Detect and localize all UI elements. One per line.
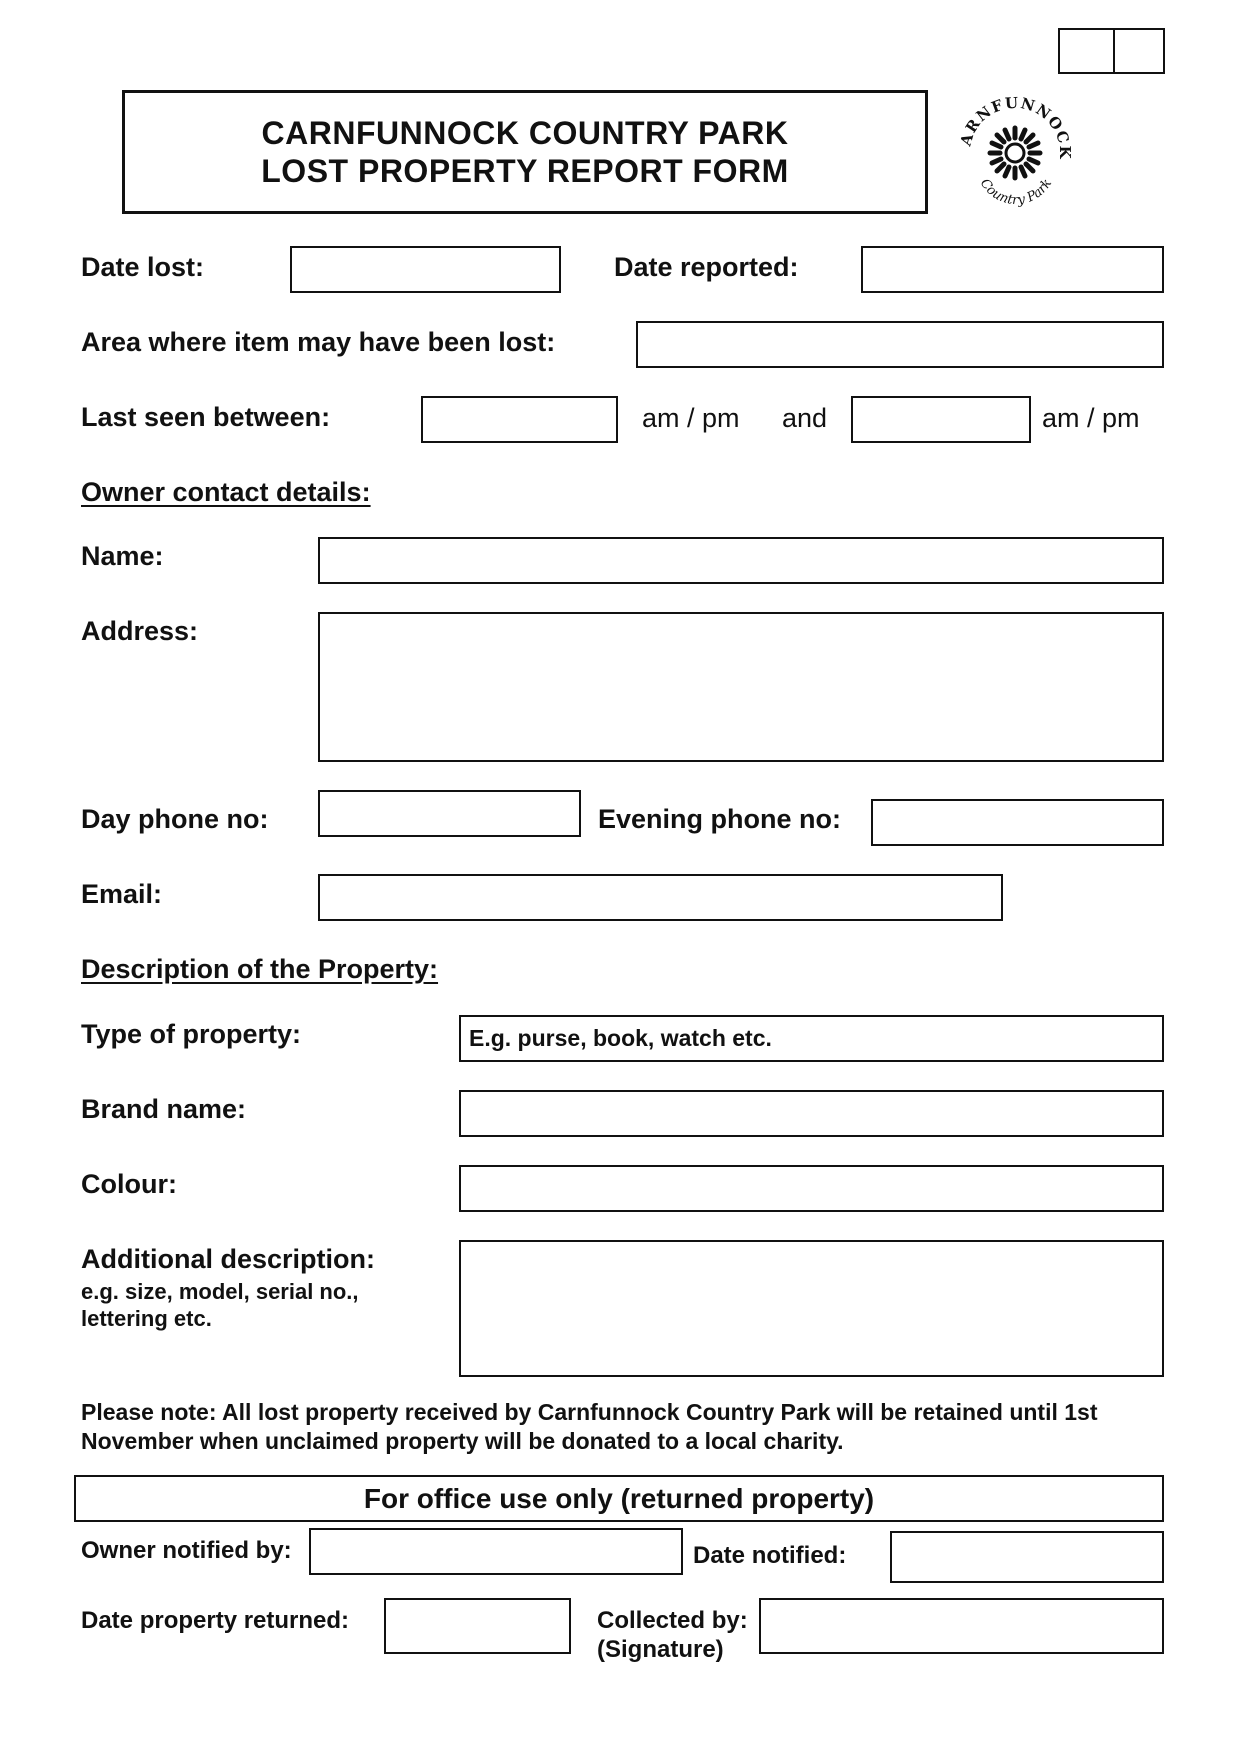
owner-notified-by-field[interactable] — [309, 1528, 683, 1575]
type-of-property-hint: E.g. purse, book, watch etc. — [469, 1025, 772, 1051]
date-reported-field[interactable] — [861, 246, 1164, 293]
area-lost-field[interactable] — [636, 321, 1164, 368]
additional-description-field[interactable] — [459, 1240, 1164, 1377]
last-seen-to-field[interactable] — [851, 396, 1031, 443]
last-seen-from-ampm: am / pm — [642, 403, 740, 433]
colour-label: Colour: — [81, 1169, 177, 1199]
last-seen-and: and — [782, 403, 828, 433]
date-notified-label: Date notified: — [693, 1542, 847, 1569]
additional-description-label: Additional description: — [81, 1244, 375, 1274]
page-number-box-1[interactable] — [1058, 28, 1115, 74]
email-field[interactable] — [318, 874, 1003, 921]
collected-by-signature-label: (Signature) — [597, 1636, 724, 1663]
day-phone-label: Day phone no: — [81, 804, 269, 834]
date-lost-label: Date lost: — [81, 252, 205, 282]
page-number-box-2[interactable] — [1113, 28, 1165, 74]
date-reported-label: Date reported: — [614, 252, 799, 282]
address-label: Address: — [81, 616, 199, 646]
sunflower-icon — [952, 90, 1078, 216]
svg-text:Country Park — [977, 176, 1055, 208]
evening-phone-field[interactable] — [871, 799, 1164, 846]
logo-top-text: ARNFUNNOCK — [956, 93, 1075, 161]
colour-field[interactable] — [459, 1165, 1164, 1212]
park-logo — [952, 90, 1078, 216]
collected-by-signature-field[interactable] — [759, 1598, 1164, 1654]
name-label: Name: — [81, 541, 164, 571]
evening-phone-label: Evening phone no: — [598, 804, 841, 834]
last-seen-to-ampm: am / pm — [1042, 403, 1140, 433]
last-seen-from-field[interactable] — [421, 396, 618, 443]
address-field[interactable] — [318, 612, 1164, 762]
additional-description-hint: e.g. size, model, serial no., lettering etc. — [81, 1279, 359, 1331]
form-title-line-2: LOST PROPERTY REPORT FORM — [261, 153, 789, 189]
brand-name-field[interactable] — [459, 1090, 1164, 1137]
form-title-line-1: CARNFUNNOCK COUNTRY PARK — [261, 115, 789, 151]
day-phone-field[interactable] — [318, 790, 581, 837]
owner-notified-by-label: Owner notified by: — [81, 1537, 292, 1564]
date-returned-label: Date property returned: — [81, 1607, 350, 1634]
retention-note: Please note: All lost property received by Carnfunnock Country Park will be retained until 1st November when unclaimed property will be donated to a local charity. — [81, 1399, 1098, 1454]
type-of-property-field[interactable] — [459, 1015, 1164, 1062]
date-lost-field[interactable] — [290, 246, 561, 293]
date-returned-field[interactable] — [384, 1598, 571, 1654]
date-notified-field[interactable] — [890, 1531, 1164, 1583]
name-field[interactable] — [318, 537, 1164, 584]
collected-by-label: Collected by: — [597, 1607, 748, 1634]
form-title-box — [122, 90, 928, 214]
office-use-banner: For office use only (returned property) — [74, 1475, 1164, 1522]
area-lost-label: Area where item may have been lost: — [81, 327, 556, 357]
property-description-heading: Description of the Property: — [81, 954, 439, 984]
type-of-property-label: Type of property: — [81, 1019, 302, 1049]
logo-bottom-text: Country Park — [976, 176, 1056, 209]
owner-contact-heading: Owner contact details: — [81, 477, 371, 507]
last-seen-label: Last seen between: — [81, 402, 331, 432]
email-label: Email: — [81, 879, 163, 909]
brand-name-label: Brand name: — [81, 1094, 247, 1124]
